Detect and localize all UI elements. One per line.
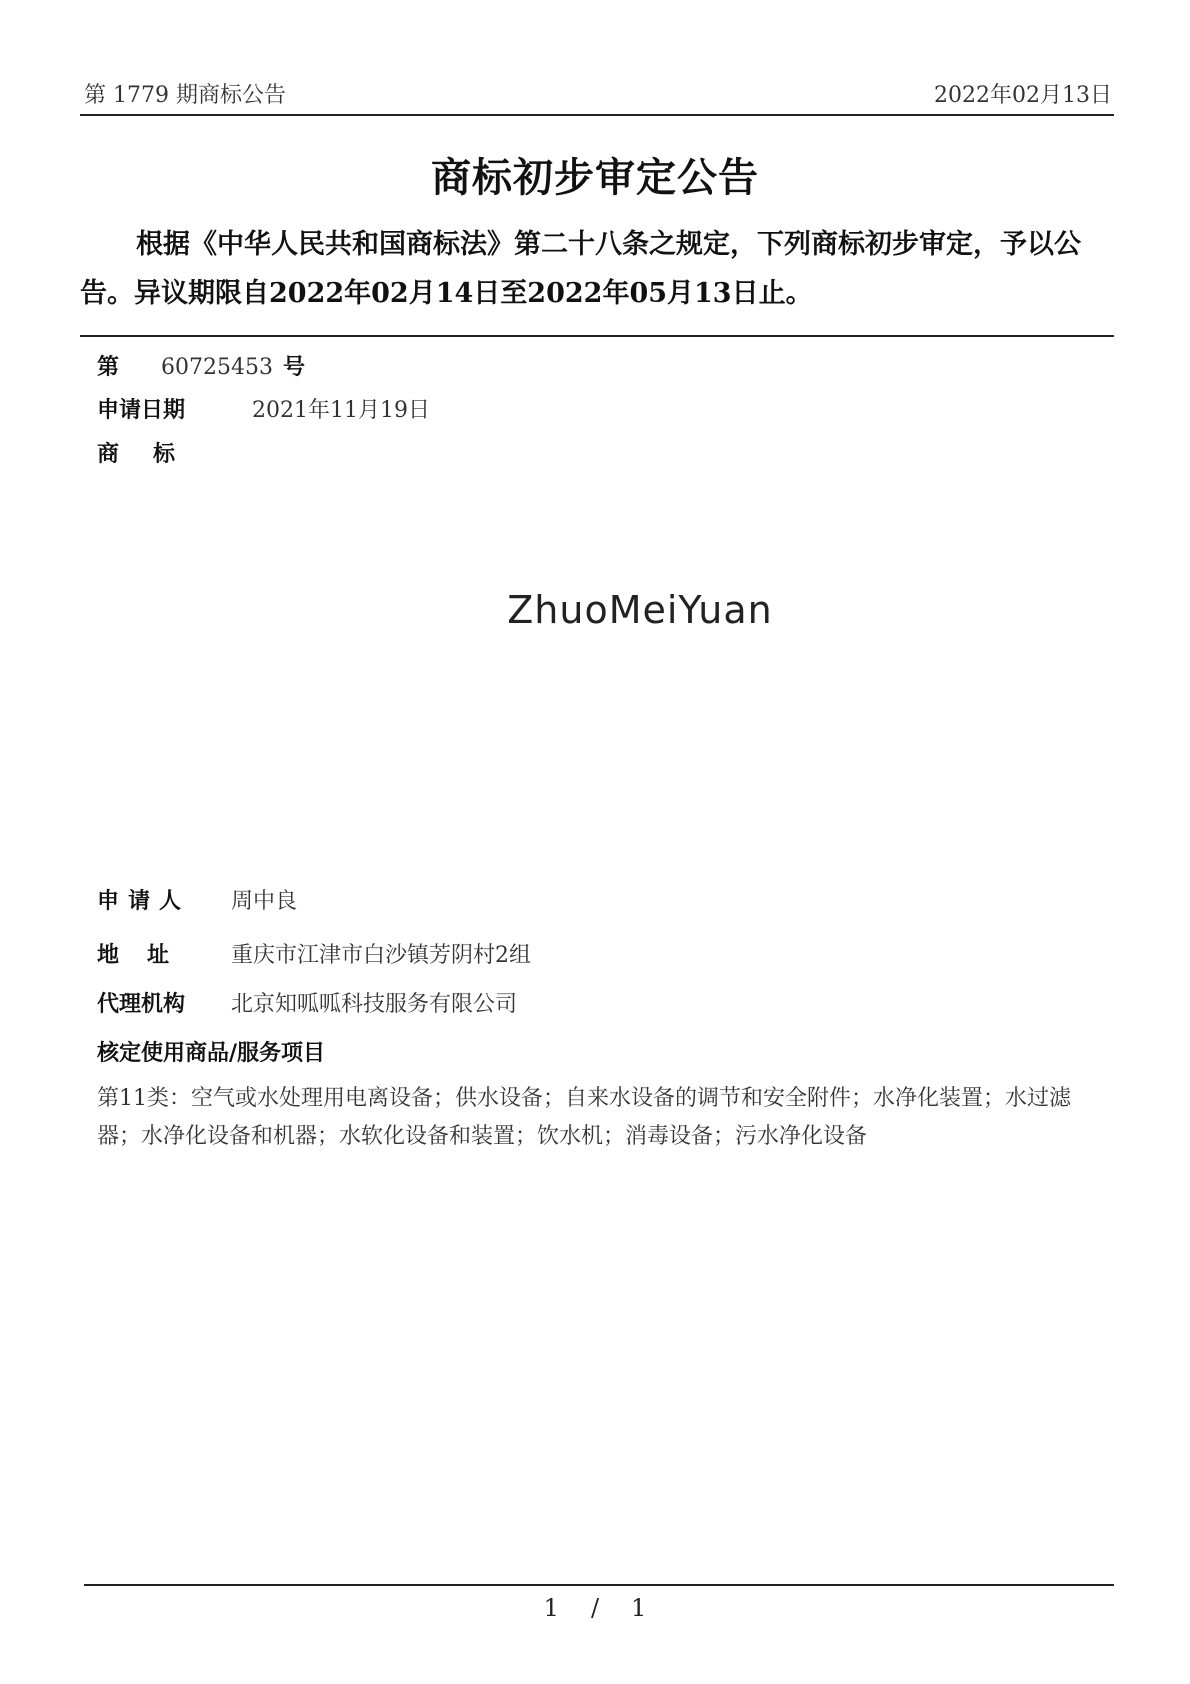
issue-date: 2022年02月13日 bbox=[934, 83, 1112, 108]
page-separator: / bbox=[590, 1594, 600, 1622]
goods-label: 核定使用商品/服务项目 bbox=[97, 1040, 326, 1066]
section-divider bbox=[80, 335, 1114, 337]
footer-divider bbox=[84, 1584, 1114, 1586]
announcement-intro: 根据《中华人民共和国商标法》第二十八条之规定，下列商标初步审定，予以公告。异议期限自2022年02月14日至2022年05月13日止。 bbox=[80, 229, 1081, 309]
goods-heading-row bbox=[97, 1036, 325, 1067]
issue-number: 第 1779 期商标公告 bbox=[84, 83, 286, 108]
header-divider bbox=[80, 114, 1114, 116]
agent-row bbox=[97, 987, 517, 1018]
applicant-row bbox=[97, 884, 297, 915]
current-page: 1 bbox=[543, 1594, 559, 1622]
filing-date-row bbox=[97, 393, 430, 424]
trademark-row bbox=[97, 437, 209, 468]
page-title: 商标初步审定公告 bbox=[431, 154, 759, 201]
trademark-label: 商标 bbox=[97, 441, 210, 467]
applicant-label: 申请人 bbox=[97, 888, 191, 914]
agent-label: 代理机构 bbox=[97, 991, 186, 1017]
registration-number: 60725453 bbox=[161, 355, 273, 380]
address-label: 地址 bbox=[97, 942, 198, 968]
number-suffix: 号 bbox=[283, 354, 306, 380]
applicant-name: 周中良 bbox=[231, 889, 298, 914]
goods-list: 第11类：空气或水处理用电离设备；供水设备；自来水设备的调节和安全附件；水净化装置；水过滤器；水净化设备和机器；水软化设备和装置；饮水机；消毒设备；污水净化设备 bbox=[97, 1086, 1071, 1149]
agent-name: 北京知呱呱科技服务有限公司 bbox=[231, 992, 518, 1017]
filing-date: 2021年11月19日 bbox=[252, 398, 430, 423]
trademark-image: ZhuoMeiYuan bbox=[507, 588, 773, 632]
filing-date-label: 申请日期 bbox=[97, 397, 186, 423]
page-indicator bbox=[0, 1594, 1190, 1622]
number-label: 第 bbox=[97, 354, 120, 380]
registration-number-row bbox=[97, 350, 305, 381]
address-value: 重庆市江津市白沙镇芳阴村2组 bbox=[231, 943, 531, 968]
address-row bbox=[97, 938, 531, 969]
total-pages: 1 bbox=[631, 1594, 647, 1622]
